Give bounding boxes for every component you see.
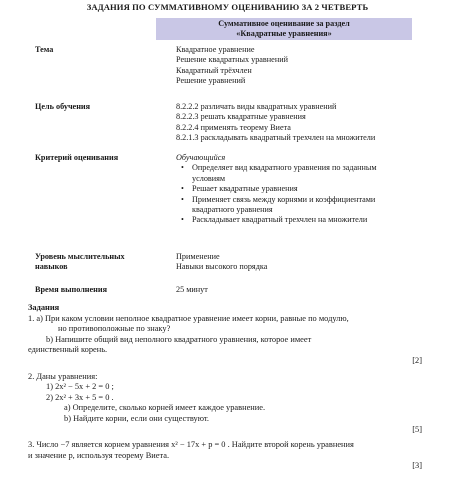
time-value: 25 минут	[176, 285, 208, 294]
criteria-label: Критерий оценивания	[35, 153, 119, 162]
goal-item: 8.2.2.4 применять теорему Виета	[176, 122, 291, 132]
goal-item: 8.2.2.3 решать квадратные уравнения	[176, 112, 306, 122]
criteria-item: • Раскладывает квадратный трехчлен на множители	[176, 215, 381, 225]
criteria-item: • Решает квадратные уравнения	[176, 184, 381, 194]
criteria-values	[176, 153, 381, 226]
task2-a: а) Определите, сколько корней имеет каждое уравнение.	[64, 403, 266, 413]
task3-line2: и значение p, используя теорему Виета.	[28, 450, 170, 460]
section-header-line2: «Квадратные уравнения»	[236, 29, 332, 38]
task1b-line2: единственный корень.	[28, 345, 108, 355]
criteria-list	[176, 163, 381, 225]
task3-score: [3]	[412, 461, 422, 471]
thinking-label-line1: Уровень мыслительных	[35, 252, 125, 261]
task2-eq2: 2) 2x² + 3x + 5 = 0 .	[46, 392, 114, 402]
task2-b: b) Найдите корни, если они существуют.	[64, 413, 210, 423]
topic-values	[176, 45, 416, 87]
topic-item: Решение уравнений	[176, 76, 246, 86]
thinking-values	[176, 252, 416, 273]
task2-heading: 2. Даны уравнения:	[28, 371, 98, 381]
thinking-label-line2: навыков	[35, 262, 68, 271]
goal-item: 8.2.2.2 различать виды квадратных уравнений	[176, 102, 337, 111]
goal-item: 8.2.1.3 раскладывать квадратный трехчлен на множители	[176, 133, 376, 143]
tasks-section	[28, 303, 428, 472]
page-title: ЗАДАНИЯ ПО СУММАТИВНОМУ ОЦЕНИВАНИЮ ЗА 2 ЧЕТВЕРТЬ	[86, 2, 369, 12]
topic-label: Тема	[35, 45, 54, 54]
section-header	[156, 18, 412, 40]
criteria-item: • Применяет связь между корнями и коэффициентами квадратного уравнения	[176, 195, 381, 216]
thinking-item: Навыки высокого порядка	[176, 262, 268, 272]
thinking-item: Применение	[176, 252, 220, 261]
tasks-heading: Задания	[28, 303, 60, 312]
thinking-label	[35, 252, 125, 272]
section-header-line1: Суммативное оценивание за раздел	[218, 19, 350, 28]
topic-item: Квадратный трёхчлен	[176, 65, 252, 75]
task2-eq1: 1) 2x² − 5x + 2 = 0 ;	[46, 382, 114, 392]
task1-score: [2]	[412, 355, 422, 365]
task1b-line1: b) Напишите общий вид неполного квадратного уравнения, которое имеет	[46, 334, 312, 344]
task1a-line1: 1. а) При каком условии неполное квадратное уравнение имеет корни, равные по модулю,	[28, 313, 349, 323]
goal-label: Цель обучения	[35, 102, 91, 111]
task1a-line2: но противоположные по знаку?	[58, 324, 171, 334]
task3-line1: 3. Число −7 является корнем уравнения x² − 17x + p = 0 . Найдите второй корень уравнения	[28, 440, 354, 450]
time-label: Время выполнения	[35, 285, 108, 294]
criteria-item: • Определяет вид квадратного уравнения по заданным условиям	[176, 163, 381, 184]
criteria-intro: Обучающийся	[176, 153, 226, 162]
topic-item: Квадратное уравнение	[176, 45, 255, 54]
task2-score: [5]	[412, 424, 422, 434]
goal-values	[176, 102, 416, 144]
topic-item: Решение квадратных уравнений	[176, 55, 288, 65]
